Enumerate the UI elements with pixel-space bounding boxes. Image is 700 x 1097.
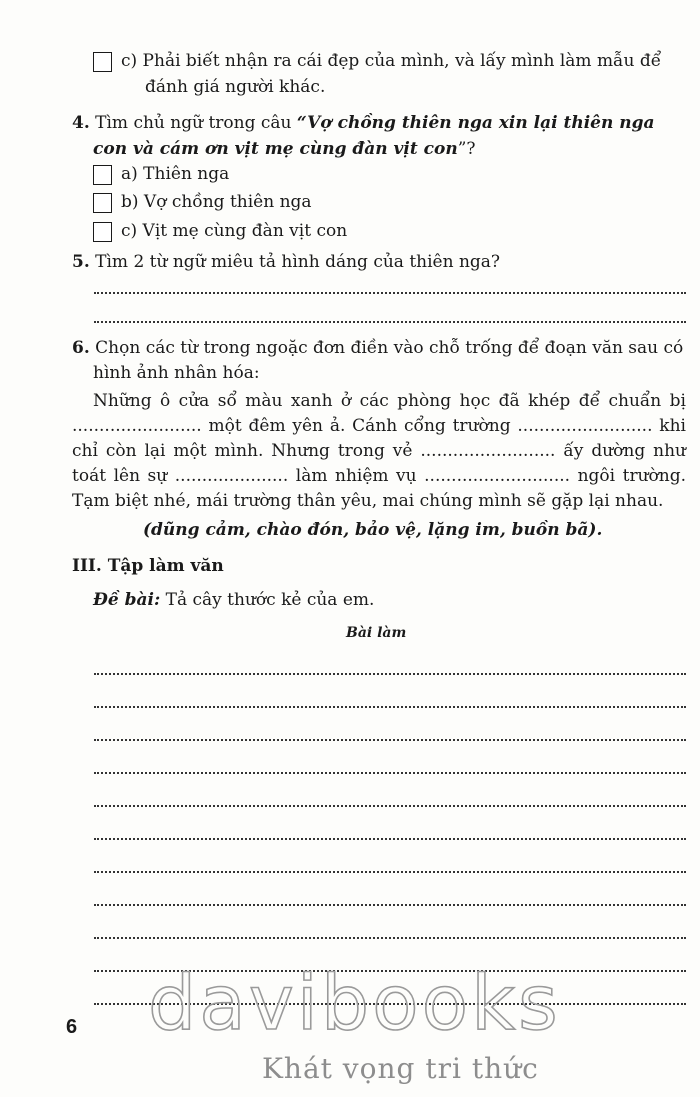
de-bai-text: Tả cây thước kẻ của em. xyxy=(165,590,375,610)
question-5-number: 5. xyxy=(72,252,90,272)
question-4-prompt: Tìm chủ ngữ trong câu xyxy=(95,113,292,133)
writing-line-4[interactable] xyxy=(94,772,686,774)
question-5 xyxy=(72,252,500,272)
writing-line-8[interactable] xyxy=(94,904,686,906)
q6-paragraph-line3[interactable]: chỉ còn lại một mình. Nhưng trong vẻ ......................... ấy dường như xyxy=(72,441,686,461)
question-6-prompt-line2: hình ảnh nhân hóa: xyxy=(93,363,260,383)
watermark-slogan: Khát vọng tri thức xyxy=(262,1052,539,1085)
q3-option-c-line2: đánh giá người khác. xyxy=(145,77,326,97)
checkbox-q4-b[interactable] xyxy=(93,193,112,213)
q4-option-c: c) Vịt mẹ cùng đàn vịt con xyxy=(121,221,348,241)
q6-paragraph-line1: Những ô cửa sổ màu xanh ở các phòng học đã khép để chuẩn bị xyxy=(93,391,686,411)
q6-word-bank: (dũng cảm, chào đón, bảo vệ, lặng im, buồn bã). xyxy=(143,520,603,540)
question-6-prompt-line1: Chọn các từ trong ngoặc đơn điền vào chỗ trống để đoạn văn sau có xyxy=(95,338,684,358)
writing-line-5[interactable] xyxy=(94,805,686,807)
checkbox-q4-a[interactable] xyxy=(93,165,112,185)
writing-line-1[interactable] xyxy=(94,673,686,675)
de-bai xyxy=(93,590,374,610)
answer-line-q5-2[interactable] xyxy=(94,321,686,323)
question-4-quote-end: ”? xyxy=(457,139,476,159)
q6-paragraph-line4[interactable]: toát lên sự ..................... làm nhiệm vụ ........................... ngôi trường. xyxy=(72,466,686,486)
question-4-quote-line2: con và cám ơn vịt mẹ cùng đàn vịt con xyxy=(93,139,458,159)
question-5-prompt: Tìm 2 từ ngữ miêu tả hình dáng của thiên nga? xyxy=(95,252,501,272)
question-4-line2 xyxy=(93,139,476,159)
q3-option-c-line1: c) Phải biết nhận ra cái đẹp của mình, và lấy mình làm mẫu để xyxy=(121,51,662,71)
question-4-line1 xyxy=(72,113,655,133)
question-6-line1 xyxy=(72,338,683,358)
writing-line-3[interactable] xyxy=(94,739,686,741)
answer-line-q5-1[interactable] xyxy=(94,292,686,294)
q4-option-a: a) Thiên nga xyxy=(121,164,230,184)
bai-lam-heading: Bài làm xyxy=(346,625,407,641)
question-4-number: 4. xyxy=(72,113,90,133)
writing-line-6[interactable] xyxy=(94,838,686,840)
q6-paragraph-line2[interactable]: ........................ một đêm yên ả. Cánh cổng trường ......................... khi xyxy=(72,416,686,436)
question-4-quote-line1: “Vợ chồng thiên nga xin lại thiên nga xyxy=(296,113,655,133)
writing-line-9[interactable] xyxy=(94,937,686,939)
writing-line-2[interactable] xyxy=(94,706,686,708)
checkbox-q3-c[interactable] xyxy=(93,52,112,72)
writing-line-7[interactable] xyxy=(94,871,686,873)
checkbox-q4-c[interactable] xyxy=(93,222,112,242)
q4-option-b: b) Vợ chồng thiên nga xyxy=(121,192,312,212)
q6-paragraph-line5: Tạm biệt nhé, mái trường thân yêu, mai chúng mình sẽ gặp lại nhau. xyxy=(72,491,664,511)
page-number: 6 xyxy=(66,1016,78,1038)
question-6-number: 6. xyxy=(72,338,90,358)
de-bai-label: Đề bài: xyxy=(93,590,161,610)
watermark-brand: davibooks xyxy=(148,958,561,1047)
section-3-title: III. Tập làm văn xyxy=(72,556,224,576)
